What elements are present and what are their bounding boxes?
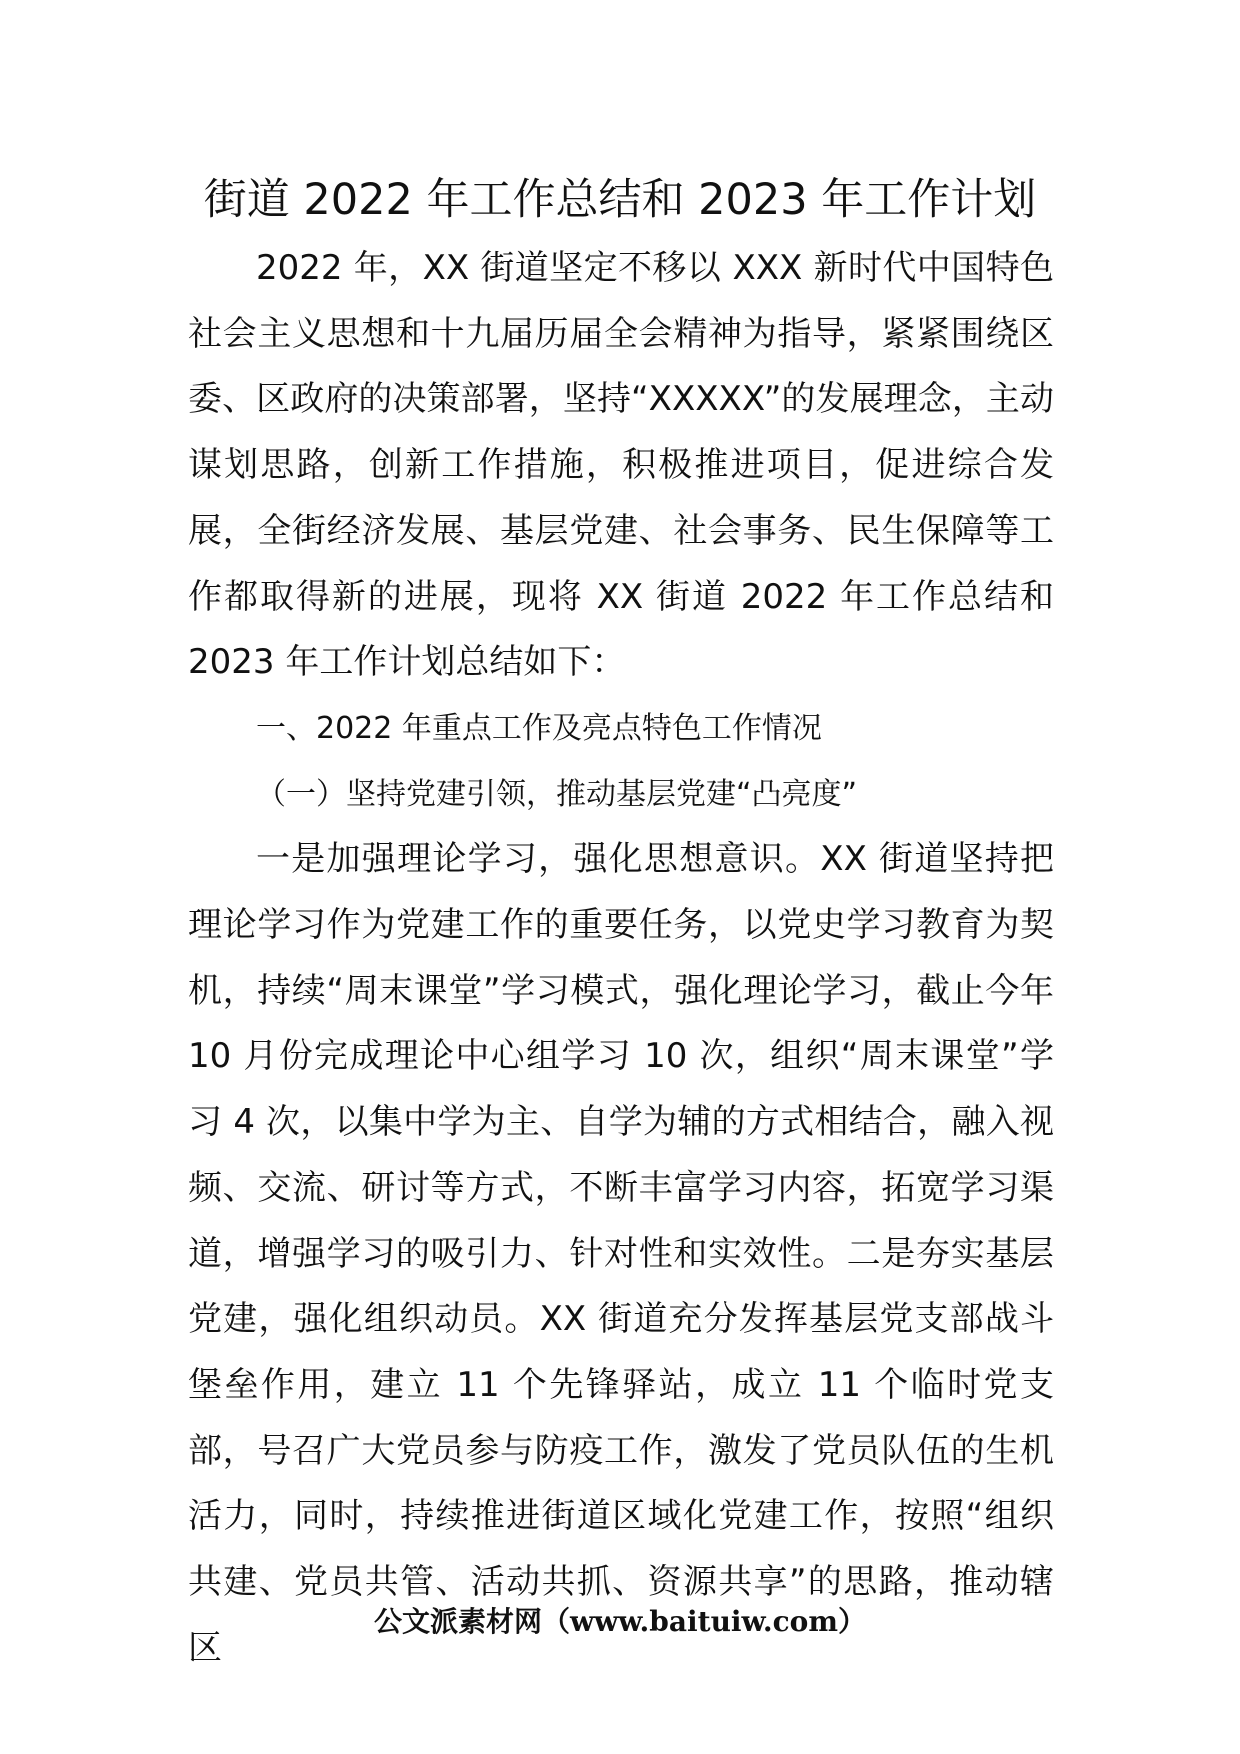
body-paragraph: 一是加强理论学习，强化思想意识。XX 街道坚持把理论学习作为党建工作的重要任务，以党史学习教育为契机，持续“周末课堂”学习模式，强化理论学习，截止今年 10 月份完成理论中心组学习 10 次，组织“周末课堂”学习 4 次，以集中学为主、自学为辅的方式相结合，融入视频、交流、研讨等方式，不断丰富学习内容，拓宽学习渠道，增强学习的吸引力、针对性和实效性。二是夯实基层党建，强化组织动员。XX 街道充分发挥基层党支部战斗堡垒作用，建立 11 个先锋驿站，成立 11 个临时党支部，号召广大党员参与防疫工作，激发了党员队伍的生机活力，同时，持续推进街道区域化党建工作，按照“组织共建、党员共管、活动共抓、资源共享”的思路，推动辖区 bbox=[188, 839, 1054, 1668]
subsection-heading: （一）坚持党建引领，推动基层党建“凸亮度” bbox=[256, 776, 858, 812]
section-heading: 一、2022 年重点工作及亮点特色工作情况 bbox=[256, 710, 822, 746]
footer-watermark: 公文派素材网（www.baituiw.com） bbox=[374, 1605, 866, 1638]
document-title: 街道 2022 年工作总结和 2023 年工作计划 bbox=[203, 175, 1037, 225]
document-body bbox=[188, 236, 1054, 1681]
intro-paragraph: 2022 年，XX 街道坚定不移以 XXX 新时代中国特色社会主义思想和十九届历届全会精神为指导，紧紧围绕区委、区政府的决策部署，坚持“XXXXX”的发展理念，主动谋划思路，创新工作措施，积极推进项目，促进综合发展，全街经济发展、基层党建、社会事务、民生保障等工作都取得新的进展，现将 XX 街道 2022 年工作总结和 2023 年工作计划总结如下： bbox=[188, 248, 1054, 683]
